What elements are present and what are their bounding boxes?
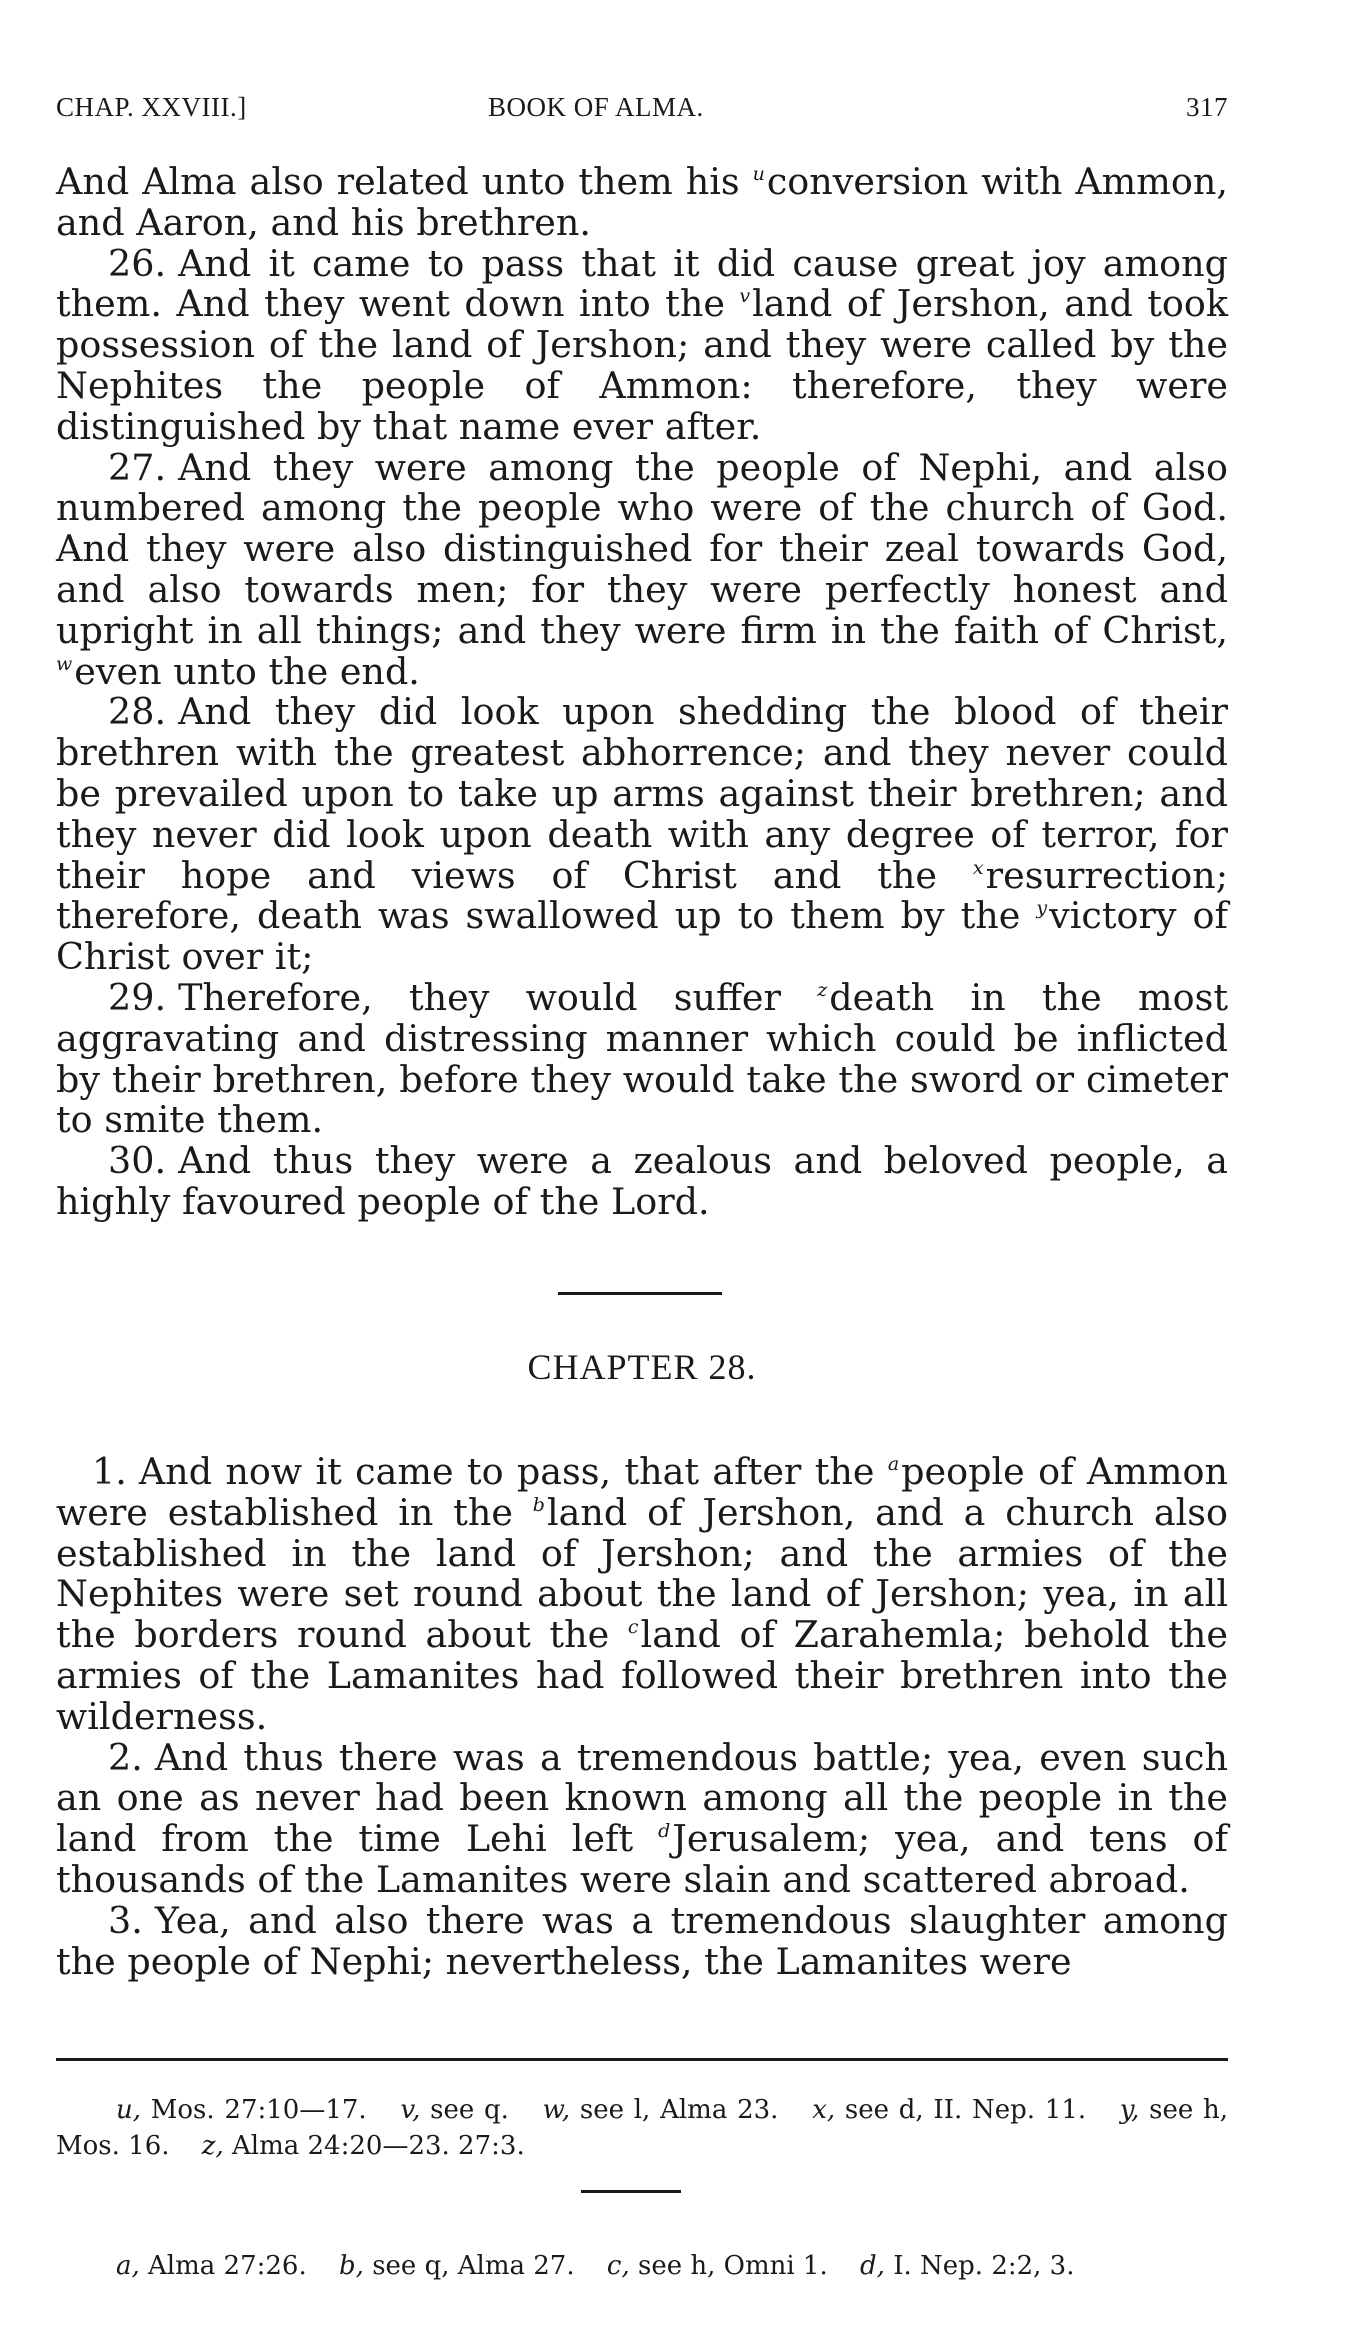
book-title: BOOK OF ALMA. <box>488 92 704 122</box>
footnote-marker[interactable]: w <box>56 652 73 675</box>
footnote-marker[interactable]: b <box>532 1493 545 1516</box>
footnote-marker[interactable]: v <box>739 285 751 308</box>
footnote-v: v, see q. <box>400 2095 509 2125</box>
footnote-c: c, see h, Omni 1. <box>606 2251 828 2281</box>
chapter-heading: CHAPTER 28. <box>527 1347 757 1387</box>
footnote-w: w, see l, Alma 23. <box>542 2095 779 2125</box>
chapter-reference: CHAP. XXVIII.] <box>56 92 247 122</box>
footnote-divider <box>581 2190 681 2193</box>
footnote-u: u, Mos. 27:10—17. <box>116 2095 367 2125</box>
chapter-28-text <box>56 1452 1228 1982</box>
verse-number: 1. <box>92 1450 127 1493</box>
verse-number: 29. <box>108 975 167 1019</box>
running-head <box>56 92 1228 132</box>
footnote-b: b, see q, Alma 27. <box>339 2251 575 2281</box>
verse-1: 1. And now it came to pass, that after the $^a$people of Ammon were established in the $^b$land of Jershon, and a church also established in the land of Jershon; and the armies of the Nephites were set round about the land of Jershon; yea, in all the borders round about the $^c$land of Zarahemla; behold the armies of the Lamanites had followed their brethren into the wilderness. <box>56 1450 1229 1738</box>
verse-25-continuation: And Alma also related unto them his $^u$conversion with Ammon, and Aaron, and his brethren. <box>56 160 1228 244</box>
footnote-marker[interactable]: u <box>752 163 765 185</box>
footnote-marker[interactable]: c <box>627 1616 639 1639</box>
footnote-marker[interactable]: x <box>972 856 984 879</box>
verse-number: 2. <box>108 1735 143 1779</box>
footnotes-chapter-28 <box>56 2248 1228 2284</box>
verse-3: 3. Yea, and also there was a tremendous slaughter among the people of Nephi; nevertheless, the Lamanites were <box>56 1898 1228 1983</box>
verse-number: 28. <box>108 690 167 734</box>
verse-26: 26. And it came to pass that it did cause great joy among them. And they went down into the $^v$land of Jershon, and took possession of the land of Jershon; and they were called by the Nephites the people of Ammon: therefore, they were distinguished by that name ever after. <box>56 241 1228 448</box>
footnotes-chapter-27 <box>56 2092 1228 2164</box>
verse-number: 27. <box>108 445 167 489</box>
footnote-marker[interactable]: a <box>887 1453 900 1475</box>
verse-number: 26. <box>108 241 167 285</box>
verse-2: 2. And thus there was a tremendous battle; yea, even such an one as never had been known among all the people in the land from the time Lehi left $^d$Jerusalem; yea, and tens of thousands of the Lamanites were slain and scattered abroad. <box>56 1735 1229 1901</box>
footnote-z: z, Alma 24:20—23. 27:3. <box>201 2131 525 2161</box>
page-number: 317 <box>1186 92 1228 122</box>
verse-27: 27. And they were among the people of Nephi, and also numbered among the people who were of the church of God. And they were also distinguished for their zeal towards God, and also towards men; for they were perfectly honest and upright in all things; and they were firm in the faith of Christ, $^w$even unto the end. <box>56 445 1228 693</box>
book-page <box>56 0 1228 2326</box>
footnote-rule <box>56 2058 1228 2061</box>
verse-number: 3. <box>108 1898 143 1942</box>
verse-28: 28. And they did look upon shedding the blood of their brethren with the greatest abhorrence; and they never could be prevailed upon to take up arms against their brethren; and they never did look upon death with any degree of terror, for their hope and views of Christ and the $^x$resurrection; therefore, death was swallowed up to them by the $^y$victory of Christ over it; <box>56 690 1228 979</box>
chapter-27-text <box>56 162 1228 1223</box>
footnote-a: a, Alma 27:26. <box>116 2251 307 2281</box>
verse-29: 29. Therefore, they would suffer $^z$death in the most aggravating and distressing manner which could be inflicted by their brethren, before they would take the sword or cimeter to smite them. <box>56 975 1228 1142</box>
footnote-x: x, see d, II. Nep. 11. <box>812 2095 1087 2125</box>
footnote-y: y, see h, Mos. 16. <box>56 2095 1229 2161</box>
verse-30: 30. And thus they were a zealous and beloved people, a highly favoured people of the Lord. <box>56 1139 1228 1223</box>
footnote-marker[interactable]: y <box>1036 897 1048 920</box>
section-divider <box>558 1292 722 1295</box>
footnote-marker[interactable]: z <box>817 978 828 1001</box>
footnote-marker[interactable]: d <box>658 1820 671 1843</box>
footnote-d: d, I. Nep. 2:2, 3. <box>860 2251 1075 2281</box>
verse-number: 30. <box>108 1139 167 1183</box>
